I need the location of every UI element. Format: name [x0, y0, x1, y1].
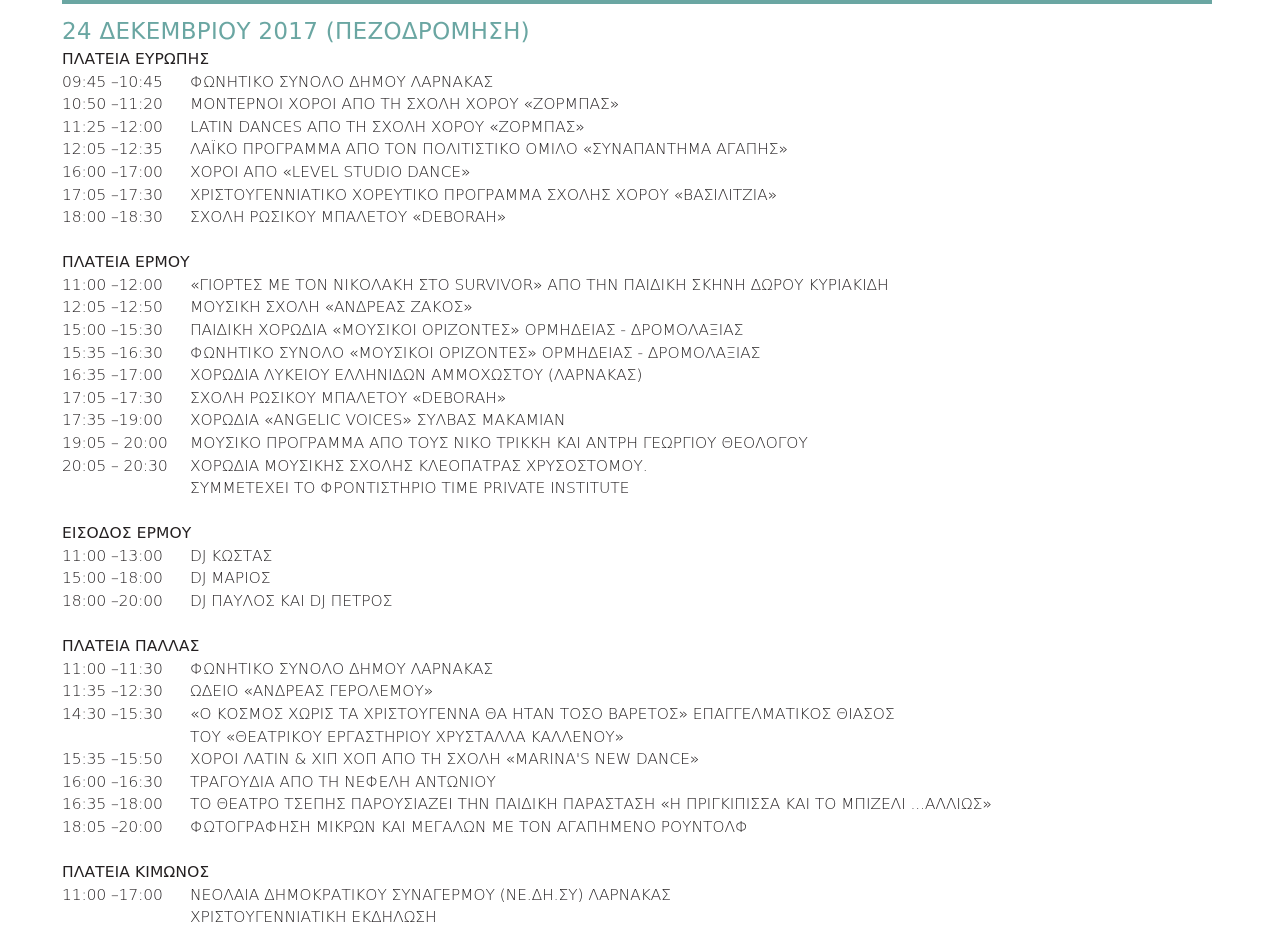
section-title: ΠΛΑΤΕΙΑ ΕΡΜΟΥ: [62, 253, 190, 272]
event-description-line: ΠΑΙΔΙΚΗ ΧΟΡΩΔΙΑ «ΜΟΥΣΙΚΟΙ ΟΡΙΖΟΝΤΕΣ» ΟΡΜΗΔΕΙΑΣ - ΔΡΟΜΟΛΑΞΙΑΣ: [190, 321, 744, 340]
event-description-line: ΤΟΥ «ΘΕΑΤΡΙΚΟΥ ΕΡΓΑΣΤΗΡΙΟΥ ΧΡΥΣΤΑΛΛΑ ΚΑΛΛΕΝΟΥ»: [190, 727, 625, 746]
event-description: [190, 184, 777, 207]
schedule-section: [62, 251, 1252, 500]
page-title: 24 ΔΕΚΕΜΒΡΙΟΥ 2017 (ΠΕΖΟΔΡΟΜΗΣΗ): [62, 19, 530, 45]
event-description: [190, 793, 992, 816]
event-time: 11:00 –11:30: [62, 659, 163, 678]
event-description-line: ΦΩΝΗΤΙΚΟ ΣΥΝΟΛΟ ΔΗΜΟΥ ΛΑΡΝΑΚΑΣ: [190, 72, 494, 91]
event-description-line: ΦΩΝΗΤΙΚΟ ΣΥΝΟΛΟ «ΜΟΥΣΙΚΟΙ ΟΡΙΖΟΝΤΕΣ» ΟΡΜΗΔΕΙΑΣ - ΔΡΟΜΟΛΑΞΙΑΣ: [190, 343, 761, 362]
event-description: [190, 93, 619, 116]
event-description: [190, 590, 392, 613]
schedule-section: [62, 522, 1252, 612]
event-time: 09:45 –10:45: [62, 72, 163, 91]
event-time: 12:05 –12:50: [62, 298, 163, 317]
event-description-line: ΧΟΡΟΙ ΛΑΤΙΝ & ΧΙΠ ΧΟΠ ΑΠΟ ΤΗ ΣΧΟΛΗ «MARINA'S NEW DANCE»: [190, 750, 700, 769]
schedule-content: [62, 48, 1252, 951]
event-time: 18:00 –18:30: [62, 208, 163, 227]
event-row: [62, 364, 1252, 387]
event-description-line: ΧΟΡΩΔΙΑ «ANGELIC VOICES» ΣΥΛΒΑΣ ΜΑΚΑΜΙΑΝ: [190, 411, 566, 430]
event-time: 17:35 –19:00: [62, 411, 163, 430]
event-description-line: ΣΧΟΛΗ ΡΩΣΙΚΟΥ ΜΠΑΛΕΤΟΥ «DEBORAH»: [190, 208, 507, 227]
event-time: 15:00 –15:30: [62, 321, 163, 340]
event-row: [62, 206, 1252, 229]
event-description-line: DJ ΚΩΣΤΑΣ: [190, 546, 273, 565]
section-title: ΠΛΑΤΕΙΑ ΕΥΡΩΠΗΣ: [62, 50, 210, 68]
event-description-line: ΩΔΕΙΟ «ΑΝΔΡΕΑΣ ΓΕΡΟΛΕΜΟΥ»: [190, 682, 434, 701]
event-description: [190, 658, 493, 681]
event-description: [190, 884, 671, 929]
event-row: [62, 748, 1252, 771]
event-time: 20:05 – 20:30: [62, 456, 168, 475]
event-row: [62, 432, 1252, 455]
event-row: [62, 296, 1252, 319]
event-description: [190, 432, 808, 455]
event-description-line: «ΓΙΟΡΤΕΣ ΜΕ ΤΟΝ ΝΙΚΟΛΑΚΗ ΣΤΟ SURVIVOR» ΑΠΟ ΤΗΝ ΠΑΙΔΙΚΗ ΣΚΗΝΗ ΔΩΡΟΥ ΚΥΡΙΑΚΙΔΗ: [190, 275, 889, 294]
event-description: [190, 138, 788, 161]
event-time: 17:05 –17:30: [62, 388, 163, 407]
event-description-line: «Ο ΚΟΣΜΟΣ ΧΩΡΙΣ ΤΑ ΧΡΙΣΤΟΥΓΕΝΝΑ ΘΑ ΗΤΑΝ ΤΟΣΟ ΒΑΡΕΤΟΣ» ΕΠΑΓΓΕΛΜΑΤΙΚΟΣ ΘΙΑΣΟΣ: [190, 704, 895, 723]
event-time: 15:35 –16:30: [62, 343, 163, 362]
event-description: [190, 680, 433, 703]
event-row: [62, 793, 1252, 816]
event-time: 16:00 –17:00: [62, 162, 163, 181]
event-description-line: ΧΡΙΣΤΟΥΓΕΝΝΙΑΤΙΚΟ ΧΟΡΕΥΤΙΚΟ ΠΡΟΓΡΑΜΜΑ ΣΧΟΛΗΣ ΧΟΡΟΥ «ΒΑΣΙΛΙΤΖΙΑ»: [190, 185, 777, 204]
event-time: 12:05 –12:35: [62, 140, 163, 159]
event-time: 15:00 –18:00: [62, 569, 163, 588]
event-description: [190, 274, 889, 297]
event-description-line: ΤΡΑΓΟΥΔΙΑ ΑΠΟ ΤΗ ΝΕΦΕΛΗ ΑΝΤΩΝΙΟΥ: [190, 772, 496, 791]
schedule-section: [62, 861, 1252, 929]
event-description-line: ΦΩΝΗΤΙΚΟ ΣΥΝΟΛΟ ΔΗΜΟΥ ΛΑΡΝΑΚΑΣ: [190, 659, 494, 678]
event-description: [190, 296, 473, 319]
event-description-line: ΦΩΤΟΓΡΑΦΗΣΗ ΜΙΚΡΩΝ ΚΑΙ ΜΕΓΑΛΩΝ ΜΕ ΤΟΝ ΑΓΑΠΗΜΕΝΟ ΡΟΥΝΤΟΛΦ: [190, 817, 749, 836]
event-description-line: ΧΟΡΩΔΙΑ ΜΟΥΣΙΚΗΣ ΣΧΟΛΗΣ ΚΛΕΟΠΑΤΡΑΣ ΧΡΥΣΟΣΤΟΜΟΥ.: [190, 456, 648, 475]
event-description: [190, 387, 506, 410]
event-row: [62, 161, 1252, 184]
event-row: [62, 409, 1252, 432]
event-row: [62, 658, 1252, 681]
event-row: [62, 71, 1252, 94]
event-description: [190, 364, 642, 387]
event-time: 11:25 –12:00: [62, 117, 163, 136]
event-description-line: DJ ΠΑΥΛΟΣ ΚΑΙ DJ ΠΕΤΡΟΣ: [190, 592, 393, 611]
event-description: [190, 342, 760, 365]
event-row: [62, 387, 1252, 410]
event-time: 17:05 –17:30: [62, 185, 163, 204]
event-row: [62, 184, 1252, 207]
event-description: [190, 567, 270, 590]
event-description-line: ΝΕΟΛΑΙΑ ΔΗΜΟΚΡΑΤΙΚΟΥ ΣΥΝΑΓΕΡΜΟΥ (ΝΕ.ΔΗ.ΣΥ) ΛΑΡΝΑΚΑΣ: [190, 885, 671, 904]
event-description: [190, 206, 506, 229]
event-time: 14:30 –15:30: [62, 704, 163, 723]
event-time: 16:00 –16:30: [62, 772, 163, 791]
section-title: ΠΛΑΤΕΙΑ ΚΙΜΩΝΟΣ: [62, 863, 210, 881]
event-row: [62, 703, 1252, 748]
event-time: 18:05 –20:00: [62, 817, 163, 836]
event-time: 10:50 –11:20: [62, 95, 163, 114]
event-row: [62, 545, 1252, 568]
event-description: [190, 545, 272, 568]
event-description-line: ΧΟΡΩΔΙΑ ΛΥΚΕΙΟΥ ΕΛΛΗΝΙΔΩΝ ΑΜΜΟΧΩΣΤΟΥ (ΛΑΡΝΑΚΑΣ): [190, 366, 643, 385]
event-description: [190, 319, 743, 342]
event-description: [190, 703, 895, 748]
event-description: [190, 455, 648, 500]
event-description: [190, 71, 493, 94]
event-row: [62, 274, 1252, 297]
event-description-line: ΣΥΜΜΕΤΕΧΕΙ ΤΟ ΦΡΟΝΤΙΣΤΗΡΙΟ TIME PRIVATE INSTITUTE: [190, 479, 630, 498]
event-description-line: ΣΧΟΛΗ ΡΩΣΙΚΟΥ ΜΠΑΛΕΤΟΥ «DEBORAH»: [190, 388, 507, 407]
event-time: 18:00 –20:00: [62, 592, 163, 611]
event-row: [62, 590, 1252, 613]
section-title: ΕΙΣΟΔΟΣ ΕΡΜΟΥ: [62, 524, 192, 543]
event-row: [62, 567, 1252, 590]
event-description-line: DJ ΜΑΡΙΟΣ: [190, 569, 271, 588]
event-description: [190, 116, 585, 139]
event-row: [62, 771, 1252, 794]
event-row: [62, 319, 1252, 342]
event-time: 15:35 –15:50: [62, 750, 163, 769]
event-row: [62, 342, 1252, 365]
event-row: [62, 884, 1252, 929]
event-time: 16:35 –17:00: [62, 366, 163, 385]
event-time: 11:00 –13:00: [62, 546, 163, 565]
event-description-line: ΜΟΥΣΙΚΗ ΣΧΟΛΗ «ΑΝΔΡΕΑΣ ΖΑΚΟΣ»: [190, 298, 473, 317]
event-row: [62, 116, 1252, 139]
event-description-line: LATIN DANCES ΑΠΟ ΤΗ ΣΧΟΛΗ ΧΟΡΟΥ «ΖΟΡΜΠΑΣ»: [190, 117, 585, 136]
event-row: [62, 93, 1252, 116]
event-time: 11:00 –17:00: [62, 885, 163, 904]
event-row: [62, 138, 1252, 161]
event-description-line: ΧΟΡΟΙ ΑΠΟ «LEVEL STUDIO DANCE»: [190, 162, 471, 181]
event-description-line: ΜΟΝΤΕΡΝΟΙ ΧΟΡΟΙ ΑΠΟ ΤΗ ΣΧΟΛΗ ΧΟΡΟΥ «ΖΟΡΜΠΑΣ»: [190, 95, 620, 114]
event-description: [190, 816, 748, 839]
event-time: 19:05 – 20:00: [62, 434, 168, 452]
event-description-line: ΧΡΙΣΤΟΥΓΕΝΝΙΑΤΙΚΗ ΕΚΔΗΛΩΣΗ: [190, 908, 437, 927]
event-description: [190, 409, 565, 432]
section-title: ΠΛΑΤΕΙΑ ΠΑΛΛΑΣ: [62, 637, 200, 656]
event-row: [62, 680, 1252, 703]
schedule-section: [62, 635, 1252, 838]
event-description: [190, 161, 470, 184]
event-row: [62, 816, 1252, 839]
event-description: [190, 771, 496, 794]
event-description-line: ΜΟΥΣΙΚΟ ΠΡΟΓΡΑΜΜΑ ΑΠΟ ΤΟΥΣ ΝΙΚΟ ΤΡΙΚΚΗ ΚΑΙ ΑΝΤΡΗ ΓΕΩΡΓΙΟΥ ΘΕΟΛΟΓΟΥ: [190, 434, 808, 452]
event-time: 11:00 –12:00: [62, 275, 163, 294]
event-description: [190, 748, 699, 771]
event-time: 11:35 –12:30: [62, 682, 163, 701]
event-description-line: ΛΑΪΚΟ ΠΡΟΓΡΑΜΜΑ ΑΠΟ ΤΟΝ ΠΟΛΙΤΙΣΤΙΚΟ ΟΜΙΛΟ «ΣΥΝΑΠΑΝΤΗΜΑ ΑΓΑΠΗΣ»: [190, 140, 788, 159]
event-description-line: ΤΟ ΘΕΑΤΡΟ ΤΣΕΠΗΣ ΠΑΡΟΥΣΙΑΖΕΙ ΤΗΝ ΠΑΙΔΙΚΗ ΠΑΡΑΣΤΑΣΗ «Η ΠΡΙΓΚΙΠΙΣΣΑ ΚΑΙ ΤΟ ΜΠΙΖΕΛΙ ...ΑΛΛΙΩΣ»: [190, 795, 992, 814]
schedule-section: [62, 48, 1252, 229]
event-time: 16:35 –18:00: [62, 795, 163, 814]
top-accent-rule: [62, 0, 1212, 4]
event-row: [62, 455, 1252, 500]
